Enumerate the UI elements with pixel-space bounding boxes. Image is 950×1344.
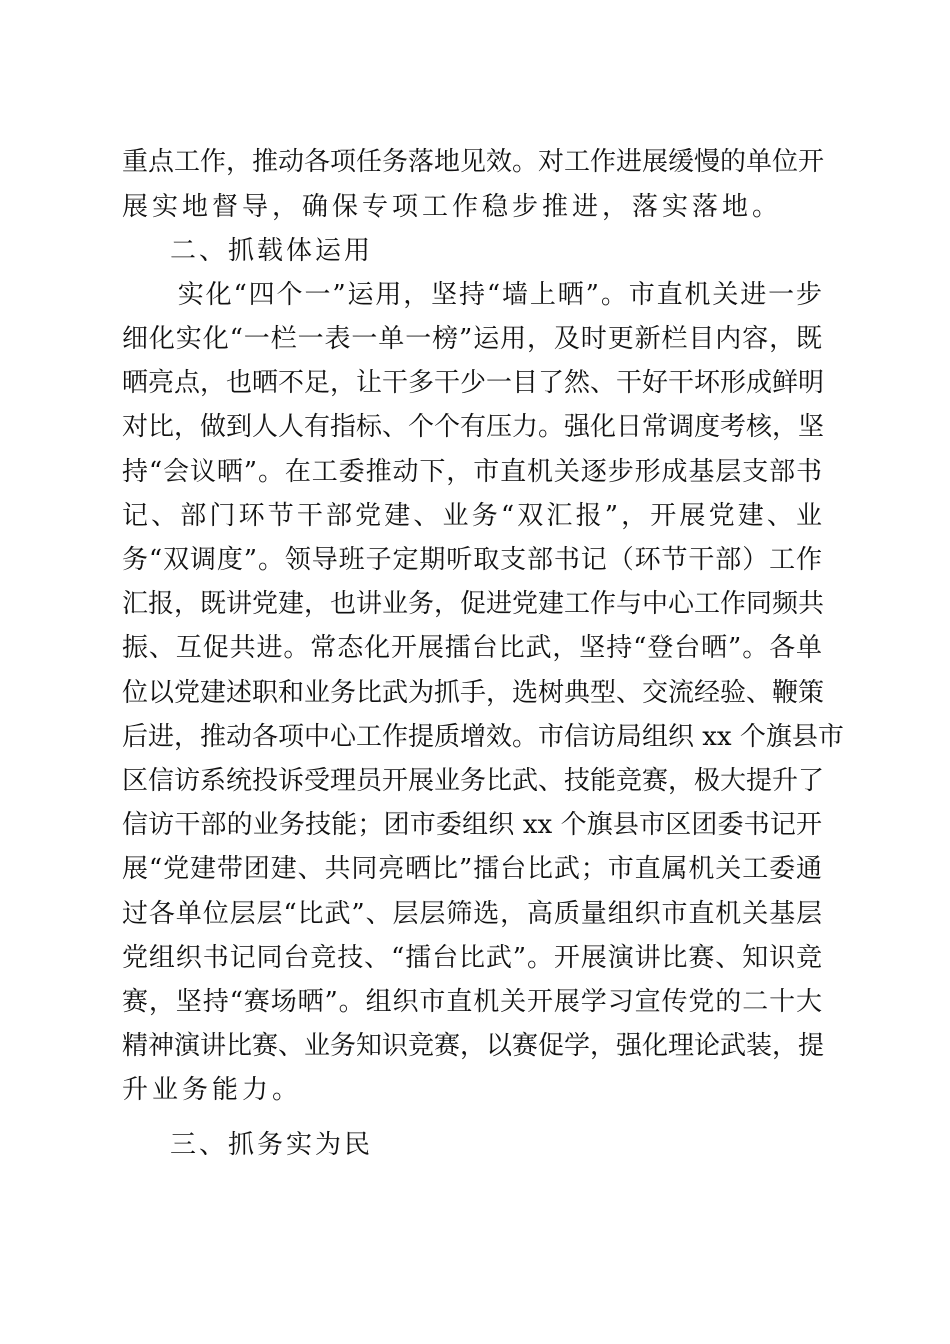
paragraph-line: 对比，做到人人有指标、个个有压力。强化日常调度考核，坚 xyxy=(122,412,825,442)
paragraph-line: 位以党建述职和业务比武为抓手，选树典型、交流经验、鞭策 xyxy=(122,678,825,708)
paragraph-line: 振、互促共进。常态化开展擂台比武，坚持“登台晒”。各单 xyxy=(122,633,822,663)
paragraph-line: 过各单位层层“比武”、层层筛选，高质量组织市直机关基层 xyxy=(122,899,822,929)
section-heading-2: 二、抓载体运用 xyxy=(170,236,374,266)
paragraph-line: 精神演讲比赛、业务知识竞赛，以赛促学，强化理论武装，提 xyxy=(122,1031,825,1061)
paragraph-line: 展实地督导，确保专项工作稳步推进，落实落地。 xyxy=(122,192,783,222)
paragraph-line: 党组织书记同台竞技、“擂台比武”。开展演讲比赛、知识竞 xyxy=(122,943,822,973)
paragraph-line: 持“会议晒”。在工委推动下，市直机关逐步形成基层支部书 xyxy=(122,457,822,487)
paragraph-line: 细化实化“一栏一表一单一榜”运用，及时更新栏目内容，既 xyxy=(122,324,822,354)
paragraph-line: 实化“四个一”运用，坚持“墙上晒”。市直机关进一步 xyxy=(122,280,822,310)
paragraph-line: 赛，坚持“赛场晒”。组织市直机关开展学习宣传党的二十大 xyxy=(122,987,822,1017)
paragraph-line: 后进，推动各项中心工作提质增效。市信访局组织 xx 个旗县市 xyxy=(122,722,844,752)
paragraph-line: 升业务能力。 xyxy=(122,1075,303,1105)
paragraph-line: 信访干部的业务技能；团市委组织 xx 个旗县市区团委书记开 xyxy=(122,810,822,840)
paragraph-line: 重点工作，推动各项任务落地见效。对工作进展缓慢的单位开 xyxy=(122,147,825,177)
section-heading-3: 三、抓务实为民 xyxy=(170,1130,374,1160)
paragraph-line: 记、部门环节干部党建、业务“双汇报”，开展党建、业 xyxy=(122,501,822,531)
paragraph-line: 汇报，既讲党建，也讲业务，促进党建工作与中心工作同频共 xyxy=(122,589,825,619)
paragraph-line: 区信访系统投诉受理员开展业务比武、技能竞赛，极大提升了 xyxy=(122,766,825,796)
paragraph-line: 展“党建带团建、共同亮晒比”擂台比武；市直属机关工委通 xyxy=(122,854,822,884)
paragraph-line: 务“双调度”。领导班子定期听取支部书记（环节干部）工作 xyxy=(122,545,822,575)
paragraph-line: 晒亮点，也晒不足，让干多干少一目了然、干好干坏形成鲜明 xyxy=(122,368,825,398)
